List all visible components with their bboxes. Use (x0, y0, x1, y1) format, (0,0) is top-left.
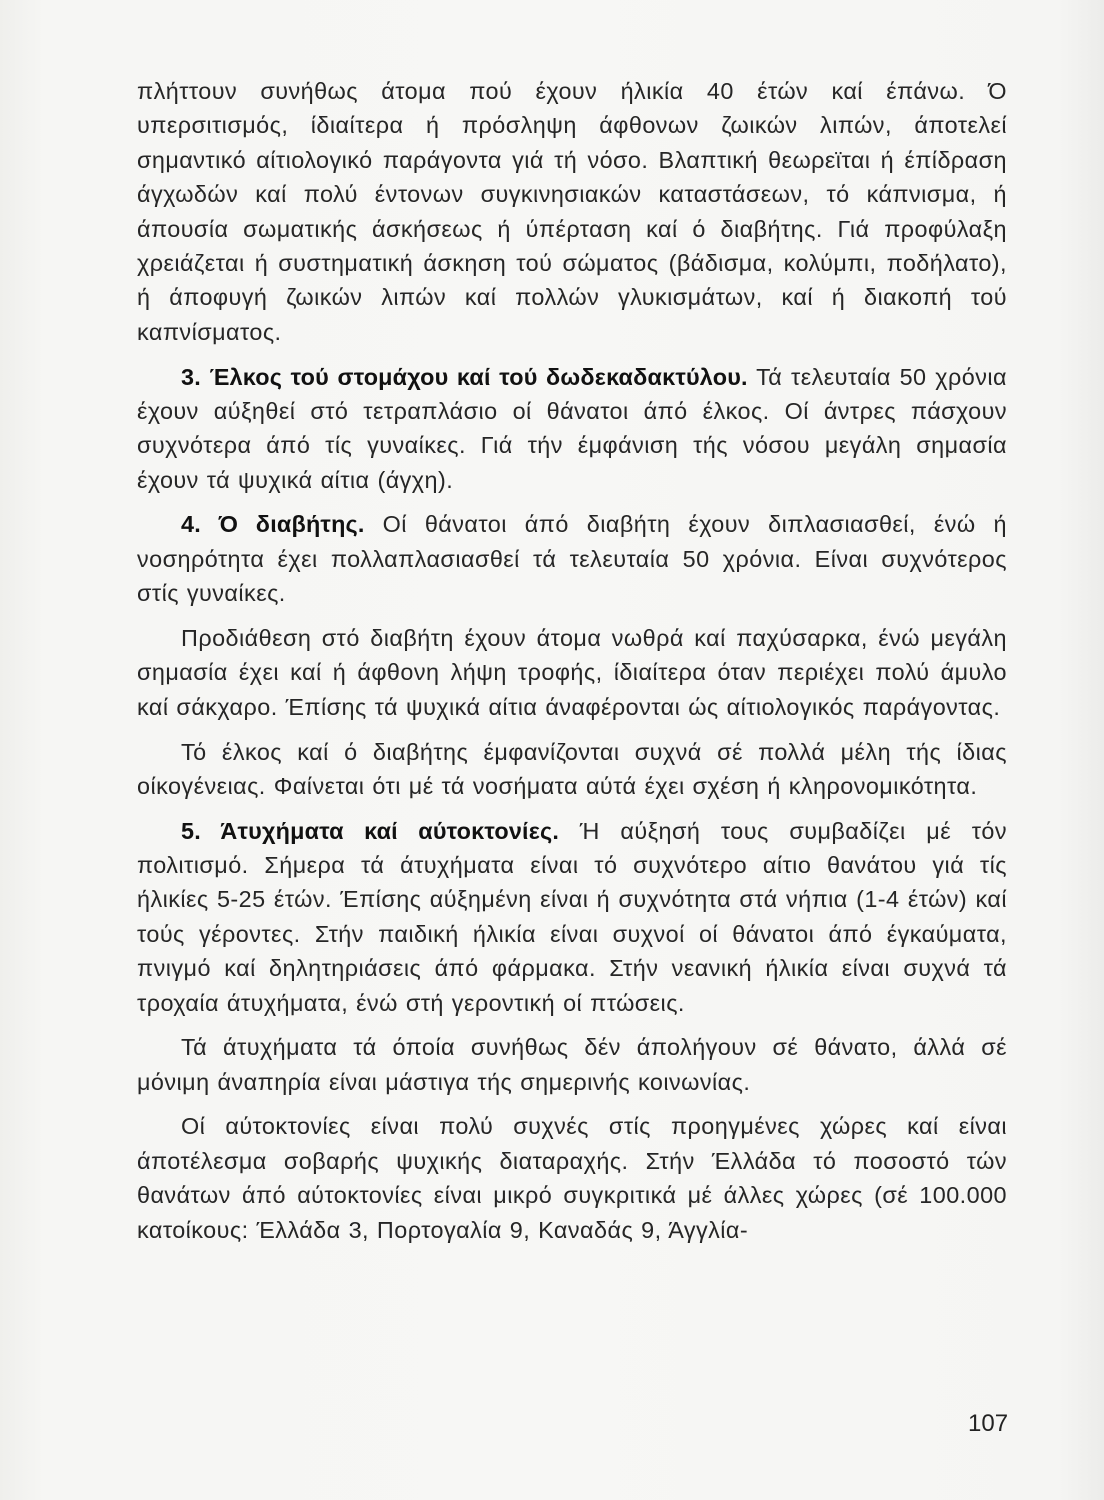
paragraph-text: Προδιάθεση στό διαβήτη έχουν άτομα νωθρά καί παχύσαρκα, ένώ μεγάλη σημασία έχει καί ή άφθονη λήψη τροφής, ίδιαίτερα όταν περιέχει πολύ άμυλο καί σάκχαρο. Έπίσης τά ψυχικά αίτια άναφέρονται ώς αίτιολογικός παράγοντας. (137, 624, 1007, 720)
body-text (137, 74, 1007, 1257)
paragraph-suicides (137, 1109, 1007, 1247)
paragraph-heredity (137, 735, 1007, 804)
paragraph-text: Τά τελευταία 50 χρόνια έχουν αύξηθεί στό τετραπλάσιο οί θάνατοι άπό έλκος. Οί άντρες πάσχουν συχνότερα άπό τίς γυναίκες. Γιά τήν έμφάνιση τής νόσου μεγάλη σημασία έχουν τά ψυχικά αίτια (άγχη). (137, 363, 1008, 493)
paragraph-text: Οί θάνατοι άπό διαβήτη έχουν διπλασιασθεί, ένώ ή νοσηρότητα έχει πολλαπλασιασθεί τά τελευταία 50 χρόνια. Είναι συχνότερος στίς γυναίκες. (137, 511, 1007, 607)
paragraph-text: πλήττουν συνήθως άτομα πού έχουν ήλικία 40 έτών καί έπάνω. Ό υπερσιτισμός, ίδιαίτερα ή πρόσληψη άφθονων ζωικών λιπών, άποτελεί σημαντικό αίτιολογικό παράγοντα γιά τή νόσο. Βλαπτική θεωρεϊται ή έπίδραση άγχωδών καί πολύ έντονων συγκινησιακών καταστάσεων, τό κάπνισμα, ή άπουσία σωματικής άσκήσεως ή ύπέρταση καί ό διαβήτης. Γιά προφύλαξη χρειάζεται ή συστηματική άσκηση τού σώματος (βάδισμα, κολύμπι, ποδήλατο), ή άποφυγή ζωικών λιπών καί πολλών γλυκισμάτων, καί ή διακοπή τού καπνίσματος. (137, 78, 1007, 345)
page-number: 107 (968, 1410, 1009, 1437)
section-4-diabetes (137, 507, 1007, 610)
section-heading: 4. Ό διαβήτης. (181, 511, 365, 538)
paragraph-diabetes-predisposition (137, 621, 1007, 724)
paragraph-text: Ή αύξησή τους συμβαδίζει μέ τόν πολιτισμό. Σήμερα τά άτυχήματα είναι τό συχνότερο αίτιο θανάτου γιά τίς ήλικίες 5-25 έτών. Έπίσης αύξημένη είναι ή συχνότητα στά νήπια (1-4 έτών) καί τούς γέροντες. Στήν παιδική ήλικία είναι συχνοί οί θάνατοι άπό έγκαύματα, πνιγμό καί δηλητηριάσεις άπό φάρμακα. Στήν νεανική ήλικία είναι συχνά τά τροχαία άτυχήματα, ένώ στή γεροντική οί πτώσεις. (137, 817, 1007, 1016)
paragraph-text: Τό έλκος καί ό διαβήτης έμφανίζονται συχνά σέ πολλά μέλη τής ίδιας οίκογένειας. Φαίνεται ότι μέ τά νοσήματα αύτά έχει σχέση ή κληρονομικότητα. (137, 738, 1007, 799)
section-5-accidents (137, 814, 1007, 1020)
paragraph-text: Τά άτυχήματα τά όποία συνήθως δέν άπολήγουν σέ θάνατο, άλλά σέ μόνιμη άναπηρία είναι μάστιγα τής σημερινής κοινωνίας. (137, 1034, 1007, 1095)
paragraph-disability (137, 1030, 1007, 1099)
paragraph-text: Οί αύτοκτονίες είναι πολύ συχνές στίς προηγμένες χώρες καί είναι άποτέλεσμα σοβαρής ψυχικής διαταραχής. Στήν Έλλάδα τό ποσοστό τών θανάτων άπό αύτοκτονίες είναι μικρό συγκριτικά μέ άλλες χώρες (σέ 100.000 κατοίκους: Έλλάδα 3, Πορτογαλία 9, Καναδάς 9, Άγγλία- (137, 1113, 1007, 1243)
section-heading: 3. Έλκος τού στομάχου καί τού δωδεκαδακτύλου. (181, 363, 748, 390)
section-heading: 5. Άτυχήματα καί αύτοκτονίες. (181, 817, 560, 844)
paragraph-risk-factors (137, 74, 1007, 349)
section-3-ulcer (137, 360, 1007, 498)
